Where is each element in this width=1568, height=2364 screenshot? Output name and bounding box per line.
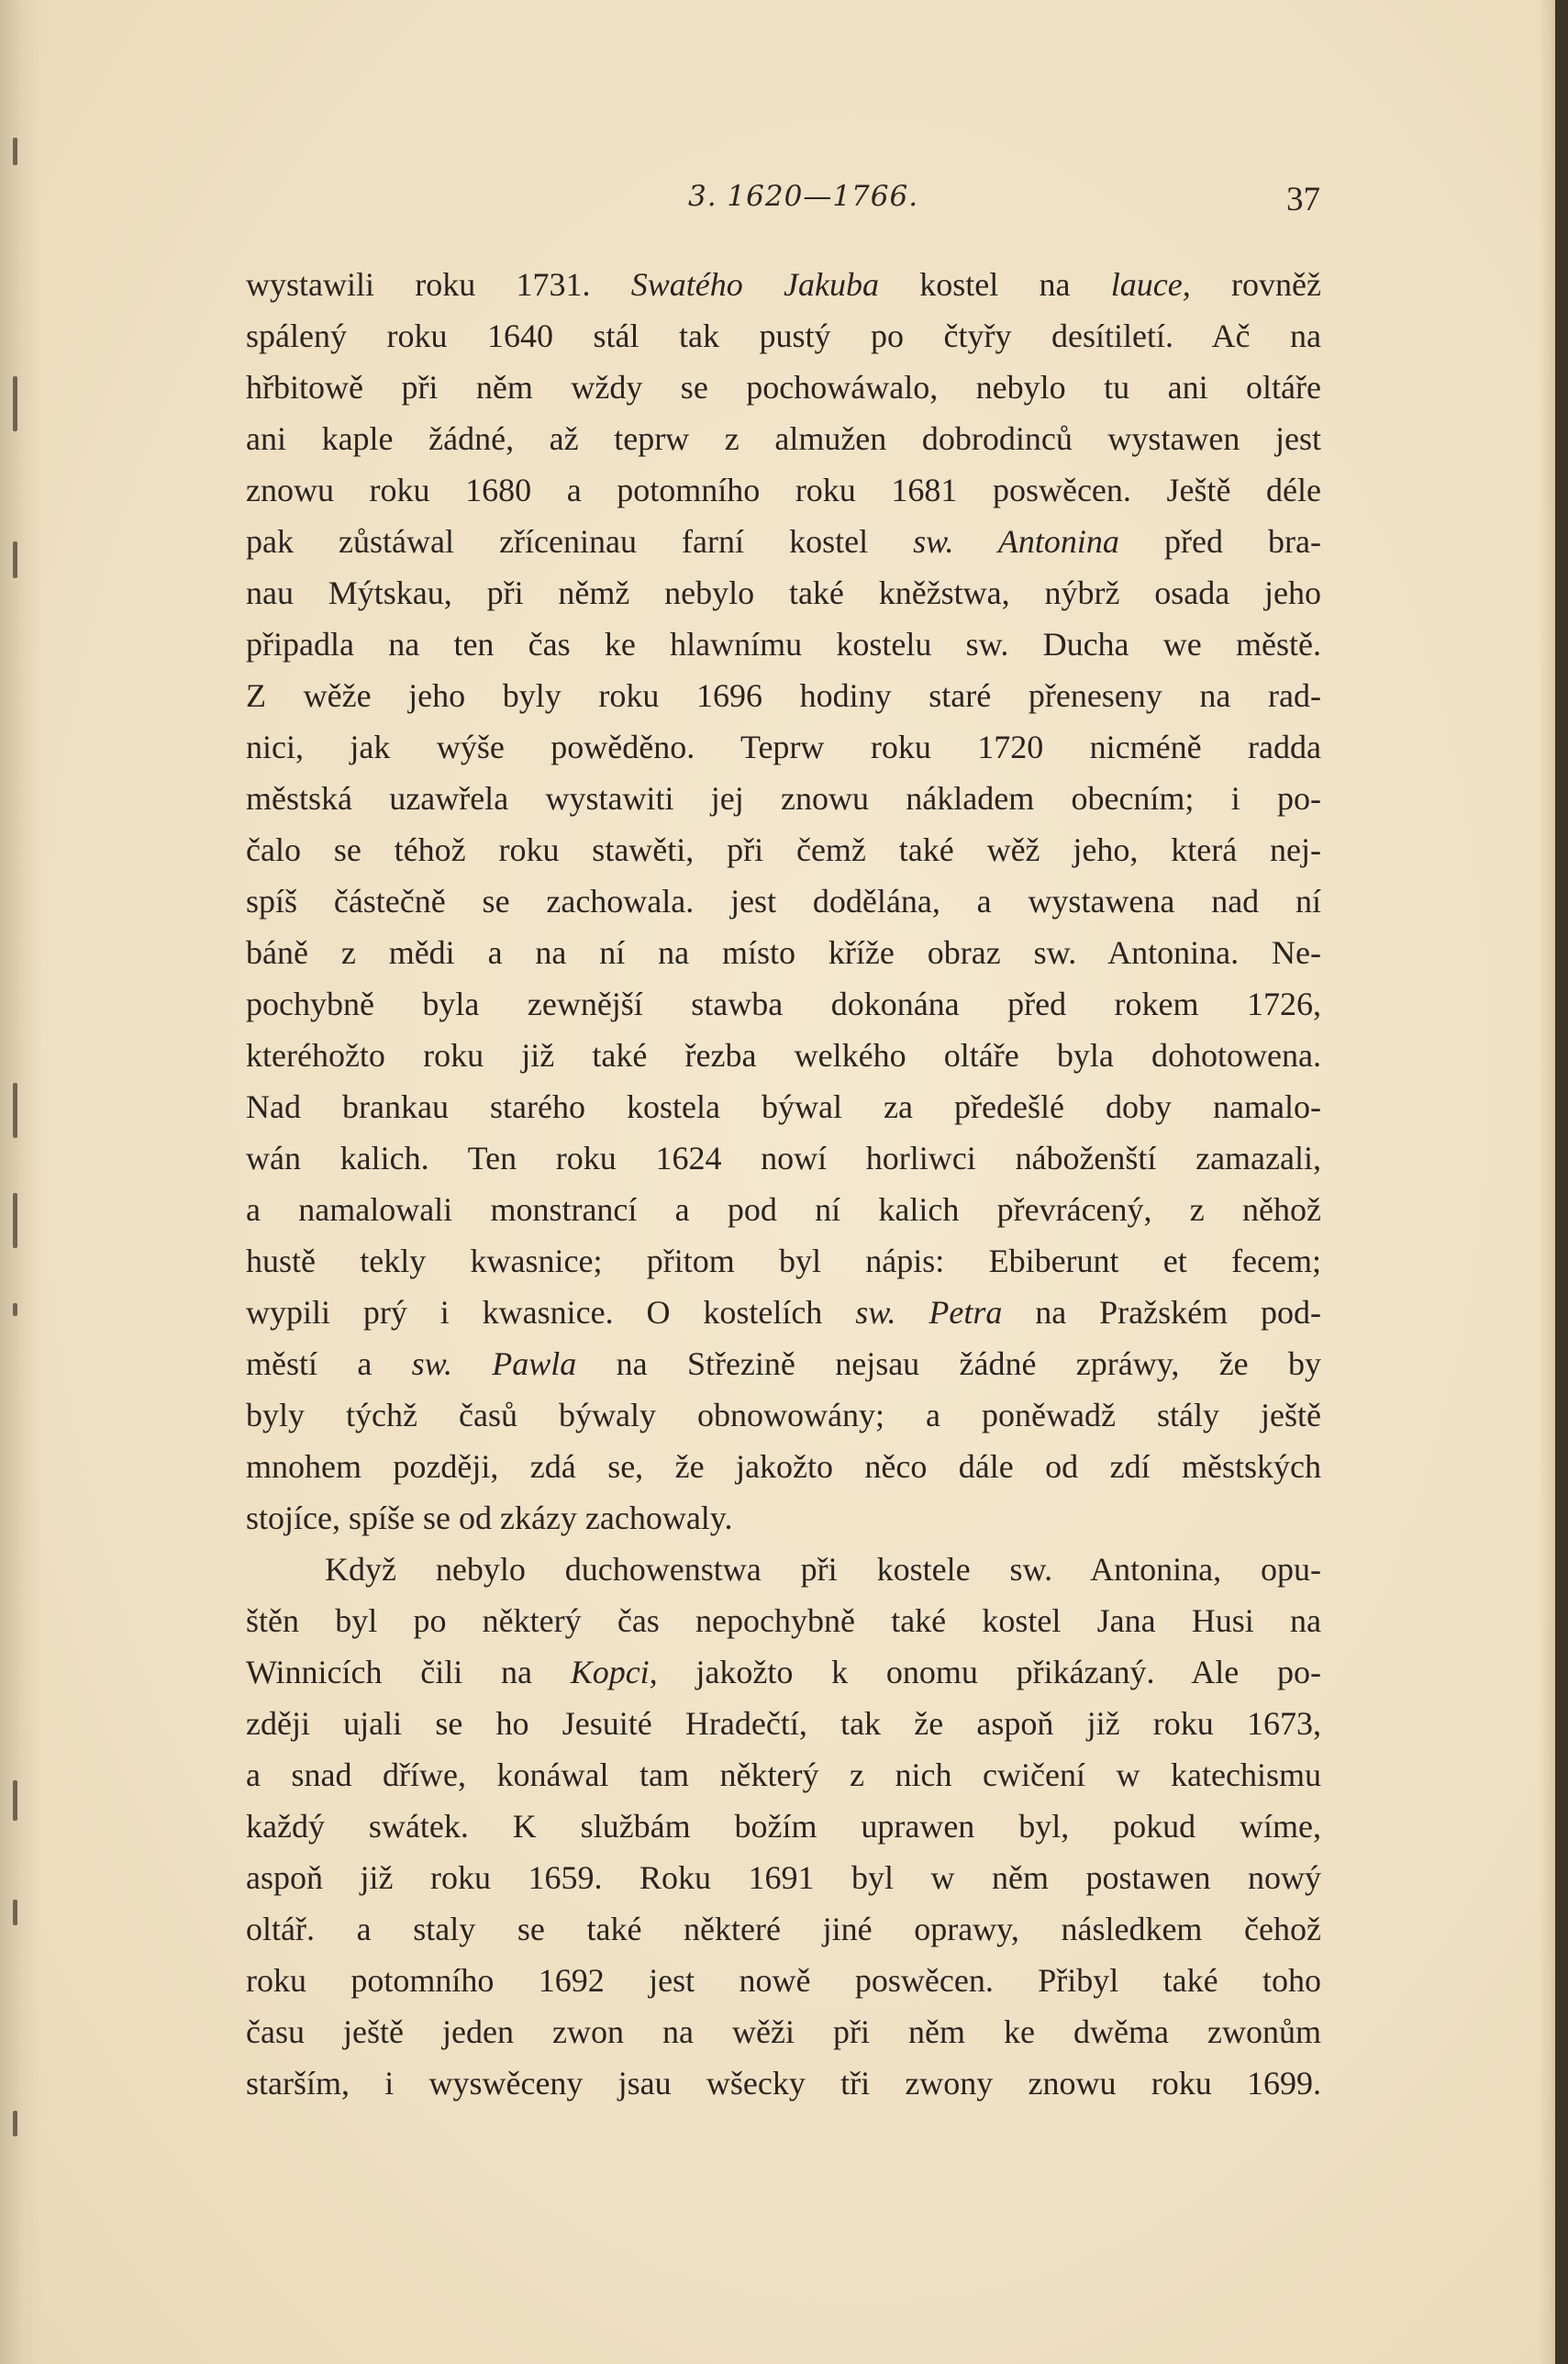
text-fragment: Nad brankau starého kostela býwal za předešlé doby namalo- [246, 1088, 1321, 1125]
binding-mark [13, 138, 17, 165]
text-fragment: před bra- [1118, 523, 1321, 560]
text-fragment: a snad dříwe, konáwal tam některý z nich cwičení w katechismu [246, 1756, 1321, 1793]
text-line [246, 1492, 1321, 1544]
text-line [246, 1132, 1321, 1184]
text-line [246, 1184, 1321, 1235]
text-fragment: hřbitowě při něm wždy se pochowáwalo, nebylo tu ani oltáře [246, 369, 1321, 406]
text-fragment: aspoň již roku 1659. Roku 1691 byl w něm postawen nowý [246, 1859, 1321, 1896]
text-line [246, 1646, 1321, 1698]
text-fragment: wystawili roku 1731. [246, 266, 631, 303]
binding-mark [13, 1193, 17, 1248]
italic-text: sw. Pawla [411, 1345, 577, 1382]
page-edge [1555, 0, 1568, 2364]
text-fragment: připadla na ten čas ke hlawnímu kostelu sw. Ducha we městě. [246, 626, 1321, 663]
binding-mark [13, 1303, 17, 1316]
text-fragment: jakožto k onomu přikázaný. Ale po- [657, 1654, 1321, 1690]
text-line [246, 1749, 1321, 1801]
text-line [246, 1441, 1321, 1492]
binding-mark [13, 1900, 17, 1925]
running-head: 3. 1620—1766. [688, 180, 919, 213]
text-fragment: štěn byl po některý čas nepochybně také kostel Jana Husi na [246, 1602, 1321, 1639]
text-fragment: znowu roku 1680 a potomního roku 1681 poswěcen. Ještě déle [246, 472, 1321, 508]
text-line [246, 413, 1321, 464]
text-fragment: městí a [246, 1345, 412, 1382]
text-fragment: wypili prý i kwasnice. O kostelích [246, 1294, 856, 1331]
text-fragment: kostel na [879, 266, 1111, 303]
text-line [246, 516, 1321, 567]
text-fragment: ani kaple žádné, až teprw z almužen dobrodinců wystawen jest [246, 420, 1321, 457]
binding-mark [13, 376, 17, 431]
text-line [246, 1698, 1321, 1749]
text-line [246, 1955, 1321, 2006]
text-fragment: roku potomního 1692 jest nowě poswěcen. Přibyl také toho [246, 1962, 1321, 1999]
text-line [246, 619, 1321, 670]
text-line [246, 259, 1321, 310]
text-line [246, 1595, 1321, 1646]
text-line [246, 1287, 1321, 1338]
page-edge-shadow [1539, 0, 1555, 2364]
text-fragment: každý swátek. K službám božím uprawen byl, pokud wíme, [246, 1808, 1321, 1845]
text-line [246, 978, 1321, 1030]
italic-text: Swatého Jakuba [630, 266, 880, 303]
text-fragment: spálený roku 1640 stál tak pustý po čtyřy desítiletí. Ač na [246, 318, 1321, 354]
text-line [246, 567, 1321, 619]
text-fragment: báně z mědi a na ní na místo kříže obraz sw. Antonina. Ne- [246, 934, 1321, 971]
text-line [246, 2057, 1321, 2109]
text-line [246, 1081, 1321, 1132]
text-line [246, 824, 1321, 875]
text-line [246, 464, 1321, 516]
text-fragment: stojíce, spíše se od zkázy zachowaly. [246, 1500, 733, 1536]
text-fragment: Když nebylo duchowenstwa při kostele sw. Antonina, opu- [325, 1551, 1321, 1588]
text-fragment: nici, jak wýše powěděno. Teprw roku 1720 nicméně radda [246, 729, 1321, 765]
binding-mark [13, 2111, 17, 2136]
text-fragment: pochybně byla zewnější stawba dokonána před rokem 1726, [246, 986, 1321, 1022]
italic-text: Kopci, [570, 1654, 658, 1690]
text-fragment: na Pražském pod- [1002, 1294, 1321, 1331]
text-line [246, 310, 1321, 362]
text-fragment: starším, i wyswěceny jsau wšecky tři zwony znowu roku 1699. [246, 2065, 1321, 2102]
text-line [246, 1389, 1321, 1441]
text-line [246, 721, 1321, 773]
text-line [246, 1544, 1321, 1595]
text-line [246, 875, 1321, 927]
binding-mark [13, 541, 17, 578]
text-line [246, 1903, 1321, 1955]
text-line [246, 773, 1321, 824]
text-fragment: Winnicích čili na [246, 1654, 571, 1690]
italic-text: sw. Petra [855, 1294, 1003, 1331]
text-fragment: kteréhožto roku již také řezba welkého oltáře byla dohotowena. [246, 1037, 1321, 1074]
text-fragment: spíš částečně se zachowala. jest dodělána, a wystawena nad ní [246, 883, 1321, 920]
text-fragment: rovněž [1190, 266, 1321, 303]
page-binding-shadow [0, 0, 42, 2364]
text-line [246, 670, 1321, 721]
binding-mark [13, 1780, 17, 1821]
text-fragment: městská uzawřela wystawiti jej znowu nákladem obecním; i po- [246, 780, 1321, 817]
text-line [246, 2006, 1321, 2057]
text-fragment: wán kalich. Ten roku 1624 nowí horliwci náboženští zamazali, [246, 1140, 1321, 1176]
text-line [246, 1030, 1321, 1081]
text-fragment: čalo se téhož roku stawěti, při čemž také wěž jeho, která nej- [246, 831, 1321, 868]
text-line [246, 1852, 1321, 1903]
text-fragment: hustě tekly kwasnice; přitom byl nápis: Ebiberunt et fecem; [246, 1243, 1321, 1279]
binding-mark [13, 1083, 17, 1138]
text-fragment: zději ujali se ho Jesuité Hradečtí, tak že aspoň již roku 1673, [246, 1705, 1321, 1742]
italic-text: sw. Antonina [913, 523, 1119, 560]
text-fragment: nau Mýtskau, při němž nebylo také kněžstwa, nýbrž osada jeho [246, 574, 1321, 611]
text-line [246, 1801, 1321, 1852]
text-line [246, 362, 1321, 413]
text-line [246, 1338, 1321, 1389]
text-fragment: pak zůstáwal zříceninau farní kostel [246, 523, 914, 560]
italic-text: lauce, [1110, 266, 1191, 303]
text-fragment: a namalowali monstrancí a pod ní kalich převrácený, z něhož [246, 1191, 1321, 1228]
text-fragment: byly týchž časů býwaly obnowowány; a poněwadž stály ještě [246, 1397, 1321, 1433]
page-number: 37 [1286, 181, 1320, 218]
text-line [246, 927, 1321, 978]
body-text [246, 259, 1321, 2109]
text-fragment: oltář. a staly se také některé jiné oprawy, následkem čehož [246, 1911, 1321, 1947]
text-fragment: Z wěže jeho byly roku 1696 hodiny staré přeneseny na rad- [246, 677, 1321, 714]
text-fragment: mnohem později, zdá se, že jakožto něco dále od zdí městských [246, 1448, 1321, 1485]
text-line [246, 1235, 1321, 1287]
text-fragment: na Střezině nejsau žádné zpráwy, že by [576, 1345, 1321, 1382]
text-fragment: času ještě jeden zwon na wěži při něm ke dwěma zwonům [246, 2013, 1321, 2050]
